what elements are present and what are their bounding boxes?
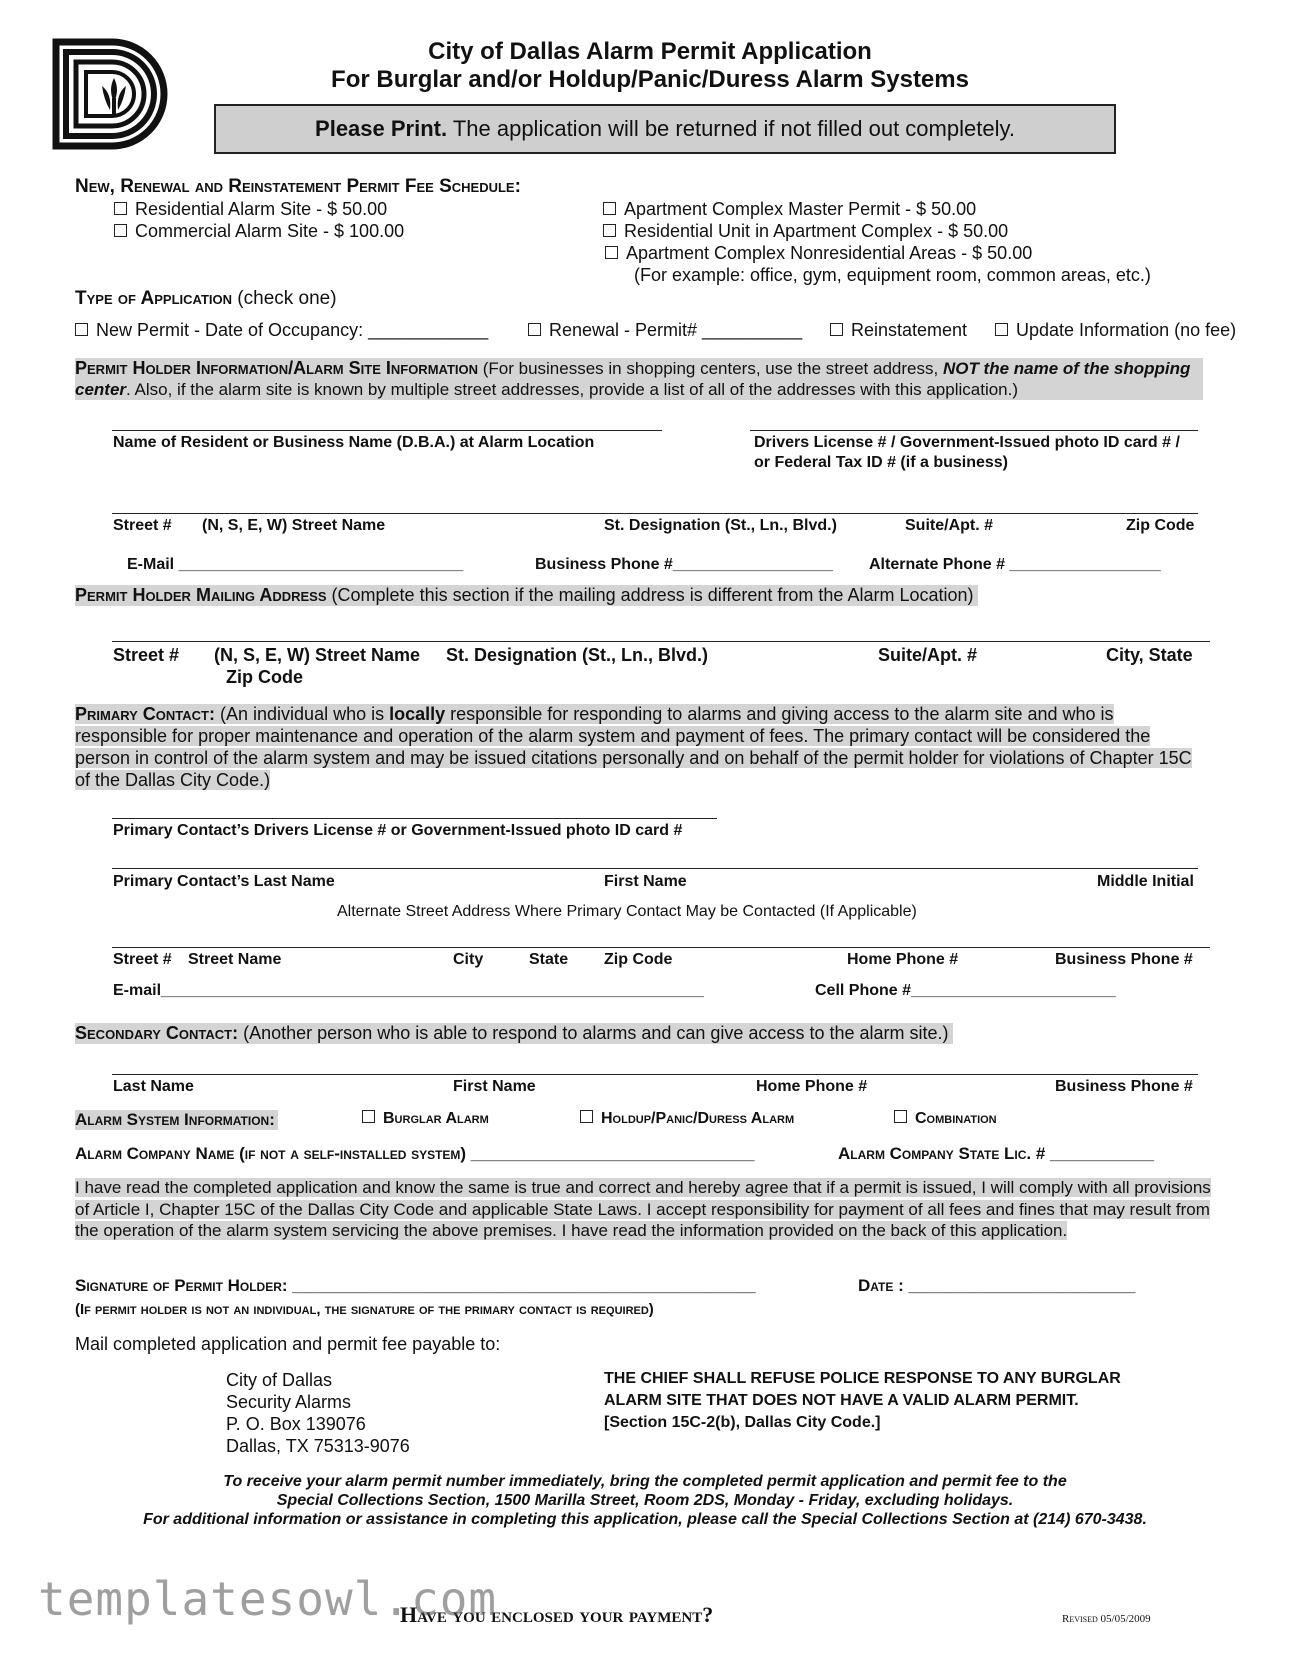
mailing-zip-label: Zip Code xyxy=(226,667,303,687)
site-email-field[interactable]: E-Mail ________________________________ xyxy=(127,556,464,573)
primary-id-line[interactable] xyxy=(112,818,717,819)
site-suite-label: Suite/Apt. # xyxy=(905,517,994,534)
mail-address-line-3: P. O. Box 139076 xyxy=(226,1414,366,1434)
police-warning-line-2: ALARM SITE THAT DOES NOT HAVE A VALID ALARM PERMIT. xyxy=(604,1392,1079,1409)
fee-apartment-master-checkbox[interactable] xyxy=(603,202,616,215)
site-alternate-phone-field[interactable]: Alternate Phone # _________________ xyxy=(869,556,1161,573)
alarm-company-name-field[interactable]: Alarm Company Name (if not a self-installed system) ______________________________ xyxy=(75,1144,755,1163)
fee-apartment-master[interactable]: Apartment Complex Master Permit - $ 50.00 xyxy=(603,199,976,220)
site-zip-label: Zip Code xyxy=(1126,517,1195,534)
combination-alarm-checkbox[interactable] xyxy=(894,1110,907,1123)
police-warning-line-1: THE CHIEF SHALL REFUSE POLICE RESPONSE TO ANY BURGLAR xyxy=(604,1370,1121,1387)
footer-line-1: To receive your alarm permit number immediately, bring the completed permit application and permit fee to the xyxy=(223,1473,1067,1490)
new-permit-checkbox[interactable] xyxy=(75,323,88,336)
site-business-phone-field[interactable]: Business Phone #__________________ xyxy=(535,556,833,573)
type-new-permit[interactable]: New Permit - Date of Occupancy: ____________ xyxy=(75,320,488,341)
id-number-label-2: or Federal Tax ID # (if a business) xyxy=(754,454,1008,471)
date-field[interactable]: Date : ________________________ xyxy=(858,1276,1136,1295)
police-warning-line-3: [Section 15C-2(b), Dallas City Code.] xyxy=(604,1414,881,1431)
primary-business-phone-label: Business Phone # xyxy=(1055,951,1193,968)
fee-nonresidential-checkbox[interactable] xyxy=(605,246,618,259)
secondary-home-phone-label: Home Phone # xyxy=(756,1078,868,1095)
update-information-checkbox[interactable] xyxy=(995,323,1008,336)
payment-reminder: Have you enclosed your payment? xyxy=(400,1602,714,1627)
mailing-heading: Permit Holder Mailing Address (Complete this section if the mailing address is different from the Alarm Location) xyxy=(75,585,978,606)
secondary-last-name-label: Last Name xyxy=(113,1078,194,1095)
primary-zip-label: Zip Code xyxy=(604,951,673,968)
site-street-number-label: Street # xyxy=(113,517,172,534)
site-address-line[interactable] xyxy=(112,513,1198,514)
primary-id-label: Primary Contact’s Drivers License # or Government-Issued photo ID card # xyxy=(113,822,683,839)
alarm-company-license-field[interactable]: Alarm Company State Lic. # ___________ xyxy=(838,1144,1155,1163)
holdup-alarm-checkbox[interactable] xyxy=(580,1110,593,1123)
id-number-label-1: Drivers License # / Government-Issued photo ID card # / xyxy=(754,434,1180,451)
mailing-street-number-label: Street # xyxy=(113,645,180,665)
renewal-checkbox[interactable] xyxy=(528,323,541,336)
primary-email-field[interactable]: E-mail_____________________________________________________________ xyxy=(113,982,704,999)
mail-address-line-4: Dallas, TX 75313-9076 xyxy=(226,1436,410,1456)
print-notice-bold: Please Print. xyxy=(315,116,448,141)
fee-nonresidential-note: (For example: office, gym, equipment room, common areas, etc.) xyxy=(634,265,1151,285)
alarm-holdup-option[interactable]: Holdup/Panic/Duress Alarm xyxy=(580,1110,794,1128)
type-renewal[interactable]: Renewal - Permit# __________ xyxy=(528,320,802,341)
business-name-label: Name of Resident or Business Name (D.B.A.) at Alarm Location xyxy=(113,434,595,451)
revised-date: Revised 05/05/2009 xyxy=(1062,1613,1151,1625)
primary-name-line[interactable] xyxy=(112,868,1198,869)
fee-schedule-heading: New, Renewal and Reinstatement Permit Fee Schedule: xyxy=(75,176,521,197)
watermark: templatesowl.com xyxy=(38,1572,498,1626)
mailing-street-name-label: (N, S, E, W) Street Name xyxy=(214,645,421,665)
secondary-first-name-label: First Name xyxy=(453,1078,536,1095)
fee-residential-unit[interactable]: Residential Unit in Apartment Complex - $ 50.00 xyxy=(603,221,1008,242)
mailing-city-state-label: City, State xyxy=(1106,645,1193,665)
primary-cell-phone-field[interactable]: Cell Phone #_______________________ xyxy=(815,982,1116,999)
primary-state-label: State xyxy=(529,951,569,968)
mailing-st-designation-label: St. Designation (St., Ln., Blvd.) xyxy=(446,645,709,665)
alarm-burglar-option[interactable]: Burglar Alarm xyxy=(362,1110,489,1128)
signature-field[interactable]: Signature of Permit Holder: _________________________________________________ xyxy=(75,1276,756,1295)
agreement-statement: I have read the completed application and know the same is true and correct and hereby agree that if a permit is issued, I will comply with all provisions of Article I, Chapter 15C of the Dallas City Code and applicable State Laws. I accept responsibility for payment of all fees and fines that may result from the operation of the alarm system servicing the above premises. I have read the information provided on the back of this application. xyxy=(75,1178,1211,1240)
site-street-name-label: (N, S, E, W) Street Name xyxy=(202,517,386,534)
type-reinstatement[interactable]: Reinstatement xyxy=(830,320,967,341)
secondary-contact-heading: Secondary Contact: (Another person who is able to respond to alarms and can give access to the alarm site.) xyxy=(75,1023,953,1044)
secondary-contact-line[interactable] xyxy=(112,1074,1198,1075)
mail-address-line-2: Security Alarms xyxy=(226,1392,352,1412)
fee-residential-unit-checkbox[interactable] xyxy=(603,224,616,237)
mail-address-line-1: City of Dallas xyxy=(226,1370,333,1390)
primary-street-name-label: Street Name xyxy=(188,951,282,968)
fee-nonresidential-areas[interactable]: Apartment Complex Nonresidential Areas - $ 50.00 xyxy=(605,243,1032,264)
burglar-alarm-checkbox[interactable] xyxy=(362,1110,375,1123)
primary-address-line[interactable] xyxy=(112,947,1210,948)
primary-city-label: City xyxy=(453,951,484,968)
primary-home-phone-label: Home Phone # xyxy=(847,951,959,968)
application-type-heading: Type of Application (check one) xyxy=(75,288,337,309)
print-notice-text: The application will be returned if not filled out completely. xyxy=(452,116,1015,141)
primary-middle-initial-label: Middle Initial xyxy=(1097,873,1194,890)
primary-alt-address-label: Alternate Street Address Where Primary Contact May be Contacted (If Applicable) xyxy=(337,903,917,920)
permit-holder-heading: Permit Holder Information/Alarm Site Information (For businesses in shopping centers, use the street address, NOT the name of the shopping center. Also, if the alarm site is known by multiple street addresses, provide a list of all of the addresses with this application.) xyxy=(75,358,1203,400)
signature-note: (If permit holder is not an individual, the signature of the primary contact is required) xyxy=(75,1301,654,1318)
primary-last-name-label: Primary Contact’s Last Name xyxy=(113,873,335,890)
fee-residential[interactable]: Residential Alarm Site - $ 50.00 xyxy=(114,199,387,220)
mail-intro: Mail completed application and permit fee payable to: xyxy=(75,1334,501,1354)
print-notice-box xyxy=(214,104,1116,154)
fee-commercial-checkbox[interactable] xyxy=(114,224,127,237)
alarm-combination-option[interactable]: Combination xyxy=(894,1110,997,1128)
form-title: City of Dallas Alarm Permit Application xyxy=(428,38,872,65)
id-number-line[interactable] xyxy=(750,430,1198,431)
business-name-line[interactable] xyxy=(112,430,662,431)
mailing-suite-label: Suite/Apt. # xyxy=(878,645,978,665)
alarm-system-heading: Alarm System Information: xyxy=(75,1110,278,1130)
footer-line-3: For additional information or assistance in completing this application, please call the Special Collections Section at (214) 670-3438. xyxy=(143,1511,1147,1528)
footer-line-2: Special Collections Section, 1500 Marilla Street, Room 2DS, Monday - Friday, excluding holidays. xyxy=(276,1492,1014,1509)
fee-residential-checkbox[interactable] xyxy=(114,202,127,215)
primary-street-number-label: Street # xyxy=(113,951,172,968)
fee-commercial[interactable]: Commercial Alarm Site - $ 100.00 xyxy=(114,221,404,242)
type-update-information[interactable]: Update Information (no fee) xyxy=(995,320,1236,341)
city-of-dallas-logo xyxy=(52,38,172,150)
reinstatement-checkbox[interactable] xyxy=(830,323,843,336)
site-st-designation-label: St. Designation (St., Ln., Blvd.) xyxy=(604,517,837,534)
form-subtitle: For Burglar and/or Holdup/Panic/Duress Alarm Systems xyxy=(331,66,969,93)
primary-contact-description: Primary Contact: (An individual who is locally responsible for responding to alarms and giving access to the alarm site and who is responsible for proper maintenance and operation of the alarm system and payment of fees. The primary contact will be considered the person in control of the alarm system and may be issued citations personally and on behalf of the permit holder for violations of Chapter 15C of the Dallas City Code.) xyxy=(75,704,1192,790)
mailing-address-line[interactable] xyxy=(112,641,1210,642)
secondary-business-phone-label: Business Phone # xyxy=(1055,1078,1193,1095)
primary-first-name-label: First Name xyxy=(604,873,687,890)
